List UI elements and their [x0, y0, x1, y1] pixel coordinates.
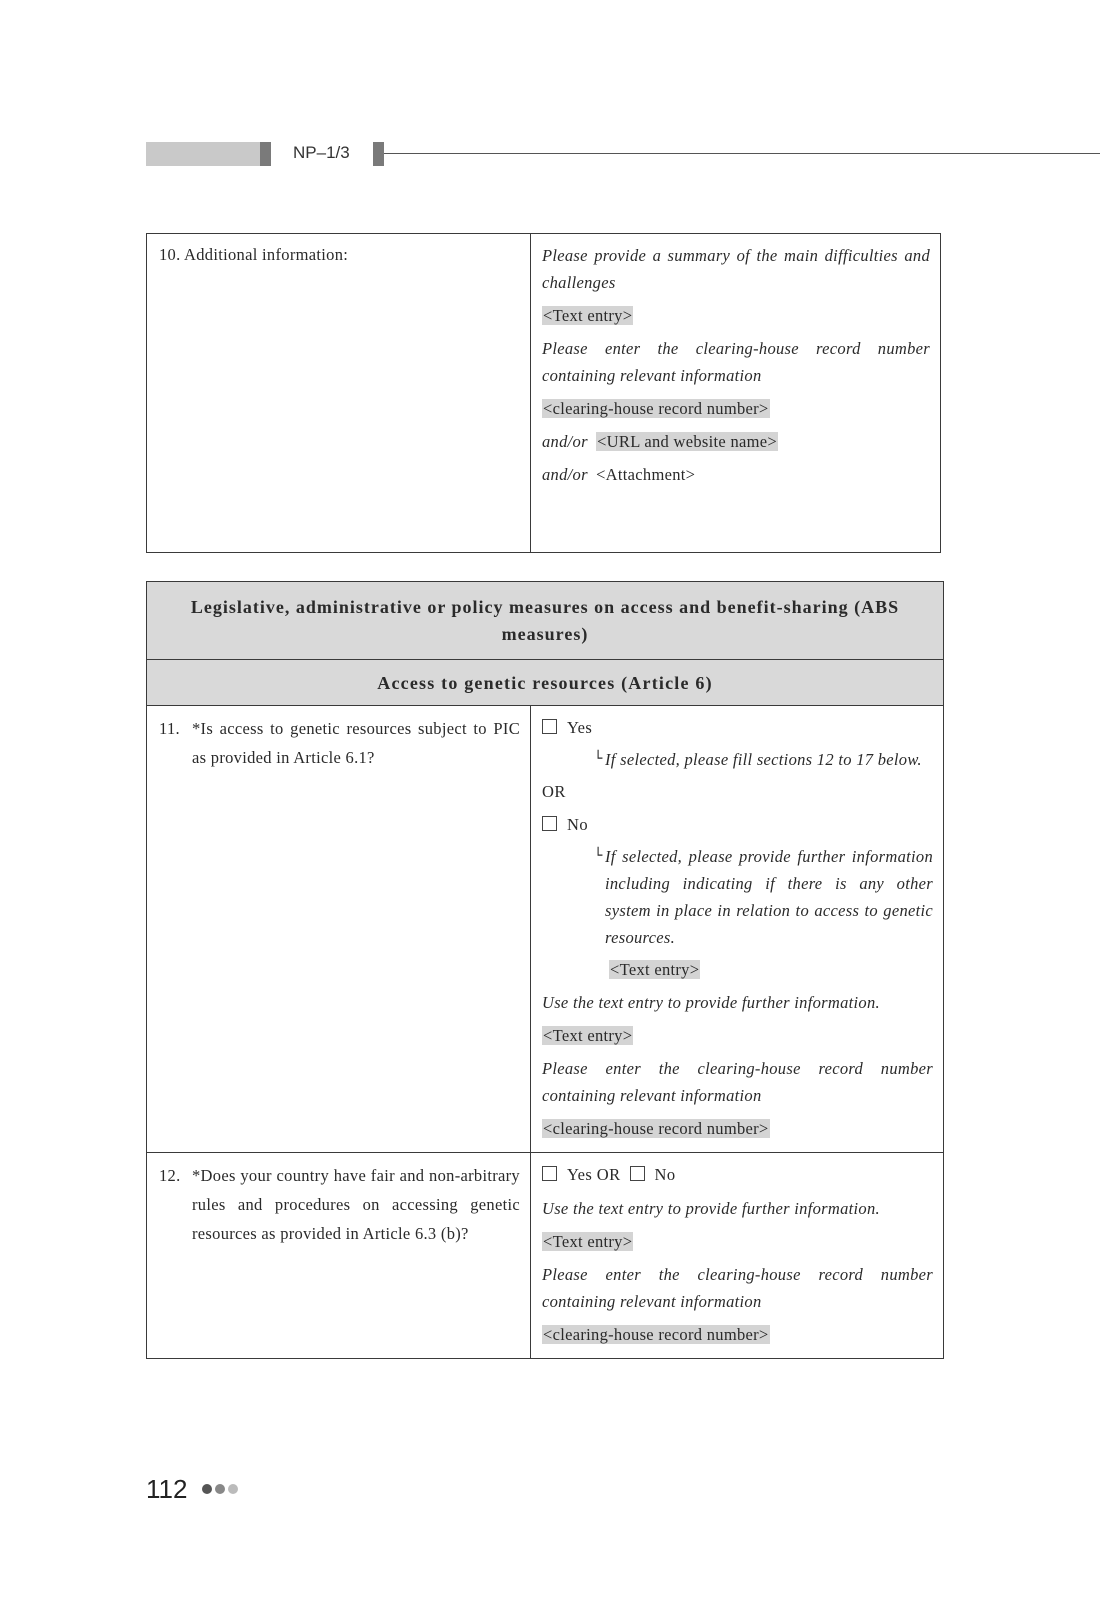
attachment-field[interactable]: <Attachment> — [596, 465, 696, 484]
or-label: OR — [542, 782, 566, 801]
yes-label: Yes — [567, 1165, 593, 1184]
yes-checkbox[interactable] — [542, 719, 557, 734]
record-prompt: Please enter the clearing-house record number containing relevant information — [542, 339, 930, 385]
url-entry[interactable]: <URL and website name> — [597, 432, 777, 451]
record-prompt: Please enter the clearing-house record number containing relevant information — [542, 1265, 934, 1311]
table-row — [147, 1153, 944, 1359]
table-subheading: Access to genetic resources (Article 6) — [147, 660, 944, 706]
further-info-prompt: Use the text entry to provide further information. — [542, 993, 880, 1012]
yes-instruction: If selected, please fill sections 12 to 17 below. — [605, 750, 922, 769]
no-text-entry[interactable]: <Text entry> — [610, 960, 700, 979]
question-11-text: *Is access to genetic resources subject to PIC as provided in Article 6.1? — [192, 719, 520, 767]
record-number-entry[interactable]: <clearing-house record number> — [543, 1325, 769, 1344]
record-number-entry[interactable]: <clearing-house record number> — [543, 399, 769, 418]
table-row — [147, 234, 941, 553]
header-band — [146, 142, 260, 166]
question-number: 11. — [159, 719, 180, 738]
andor-label: and/or — [542, 432, 588, 451]
answer-cell — [531, 1153, 944, 1359]
no-checkbox[interactable] — [542, 816, 557, 831]
page-dot-icon — [215, 1484, 225, 1494]
summary-prompt: Please provide a summary of the main difficulties and challenges — [542, 246, 930, 292]
header-rule — [384, 153, 1100, 154]
page-dot-icon — [228, 1484, 238, 1494]
question-cell — [147, 706, 531, 1153]
header-band-end — [260, 142, 271, 166]
no-label: No — [567, 815, 588, 834]
yes-label: Yes — [567, 718, 593, 737]
answer-cell — [531, 706, 944, 1153]
question-10-text: 10. Additional information: — [159, 245, 349, 264]
question-number: 12. — [159, 1166, 181, 1185]
record-prompt: Please enter the clearing-house record number containing relevant information — [542, 1059, 934, 1105]
table-row — [147, 582, 944, 660]
branch-arrow-icon: └ — [594, 751, 603, 767]
andor-label: and/or — [542, 465, 588, 484]
header-marker — [373, 142, 384, 166]
document-code: NP–1/3 — [293, 143, 350, 162]
further-text-entry[interactable]: <Text entry> — [543, 1232, 633, 1251]
summary-text-entry[interactable]: <Text entry> — [543, 306, 633, 325]
record-number-entry[interactable]: <clearing-house record number> — [543, 1119, 769, 1138]
no-instruction: If selected, please provide further information including indicating if there is any other system in place in relation to access to genetic resources. — [605, 847, 934, 947]
table-row — [147, 660, 944, 706]
further-text-entry[interactable]: <Text entry> — [543, 1026, 633, 1045]
yes-checkbox[interactable] — [542, 1166, 557, 1181]
question-cell — [147, 234, 531, 553]
page-number: 112 — [146, 1474, 188, 1504]
question-12-text: *Does your country have fair and non-arbitrary rules and procedures on accessing genetic resources as provided in Article 6.3 (b)? — [192, 1166, 520, 1243]
question-cell — [147, 1153, 531, 1359]
additional-information-table — [146, 233, 941, 553]
further-info-prompt: Use the text entry to provide further information. — [542, 1199, 880, 1218]
abs-measures-table — [146, 581, 944, 1359]
no-label: No — [654, 1165, 676, 1184]
page-dot-icon — [202, 1484, 212, 1494]
branch-arrow-icon: └ — [594, 848, 603, 864]
or-label: OR — [596, 1165, 621, 1184]
no-checkbox[interactable] — [630, 1166, 645, 1181]
table-row — [147, 706, 944, 1153]
answer-cell — [531, 234, 941, 553]
table-heading: Legislative, administrative or policy measures on access and benefit-sharing (ABS measures) — [147, 582, 944, 660]
